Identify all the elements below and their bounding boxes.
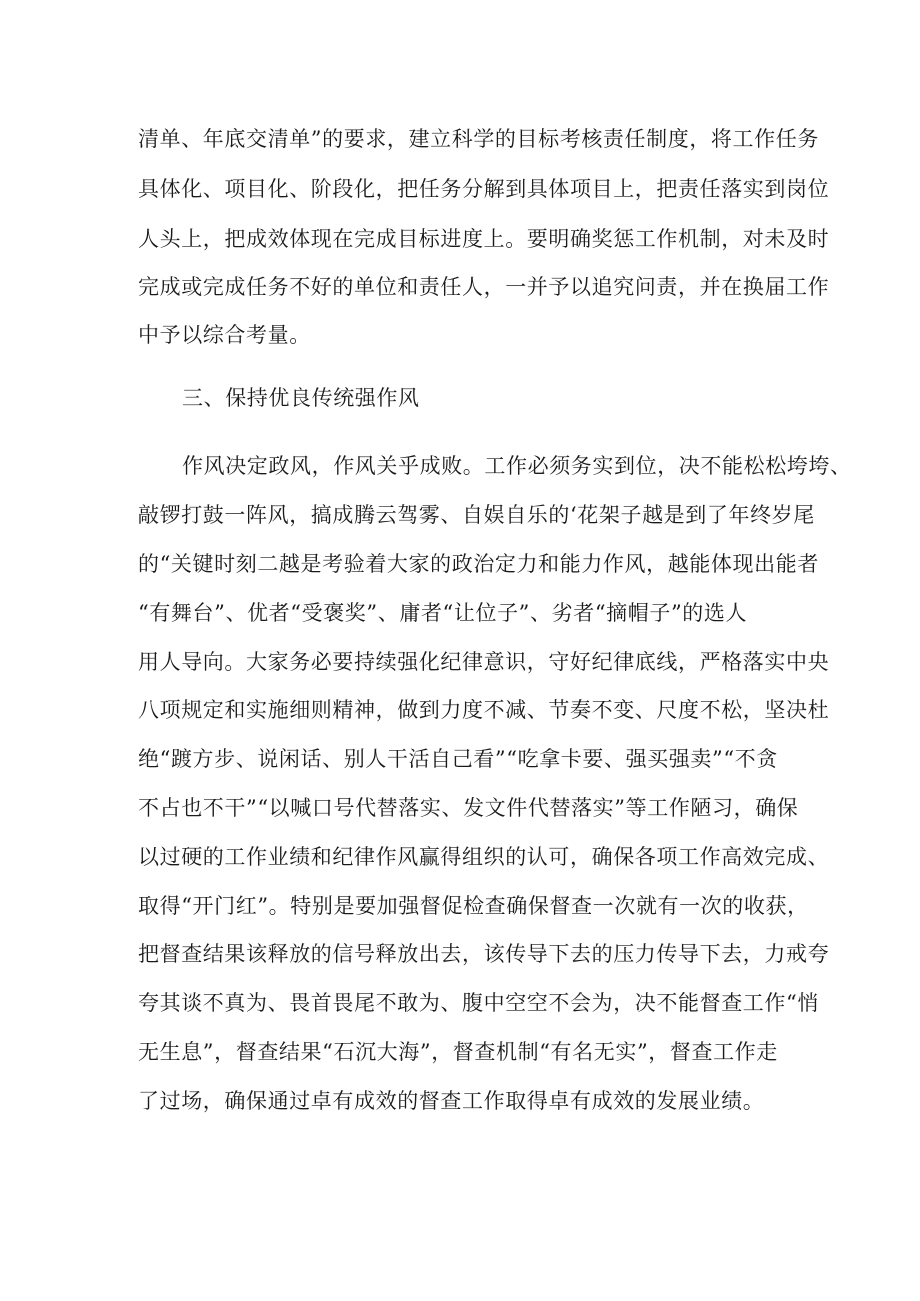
text-line: 具体化、项目化、阶段化，把任务分解到具体项目上，把责任落实到岗位 [138, 177, 830, 201]
text-line: 以过硬的工作业绩和纪律作风赢得组织的认可，确保各项工作高效完成、 [138, 845, 830, 869]
text-line: 了过场，确保通过卓有成效的督查工作取得卓有成效的发展业绩。 [138, 1089, 765, 1113]
text-line: 完成或完成任务不好的单位和责任人，一并予以追究问责，并在换届工作 [138, 275, 830, 299]
text-line: 敲锣打鼓一阵风，搞成腾云驾雾、自娱自乐的‘花架子越是到了年终岁尾 [138, 503, 815, 527]
text-line: 绝“踱方步、说闲话、别人干活自己看”“吃拿卡要、强买强卖”“不贪 [138, 747, 778, 771]
text-line: 用人导向。大家务必要持续强化纪律意识，守好纪律底线，严格落实中央 [138, 650, 830, 674]
text-line: 的“关键时刻二越是考验着大家的政治定力和能力作风，越能体现出能者 [138, 552, 819, 576]
text-line: 取得“开门红”。特别是要加强督促检查确保督查一次就有一次的收获， [138, 894, 809, 918]
text-line: 不占也不干”“以喊口号代替落实、发文件代替落实”等工作陋习，确保 [138, 796, 799, 820]
text-line: 八项规定和实施细则精神，做到力度不减、节奏不变、尺度不松，坚决杜 [138, 698, 830, 722]
text-line: 把督查结果该释放的信号释放出去，该传导下去的压力传导下去，力戒夸 [138, 942, 830, 966]
text-line: 人头上，把成效体现在完成目标进度上。要明确奖惩工作机制，对未及时 [138, 227, 830, 251]
text-line: 无生息”，督查结果“石沉大海”，督查机制“有名无实”，督查工作走 [138, 1040, 778, 1064]
text-line: 清单、年底交清单”的要求，建立科学的目标考核责任制度，将工作任务 [138, 127, 819, 151]
text-line: 作风决定政风，作风关乎成败。工作必须务实到位，决不能松松垮垮、 [182, 454, 852, 478]
text-line: 夸其谈不真为、畏首畏尾不敢为、腹中空空不会为，决不能督查工作“悄 [138, 991, 819, 1015]
text-line: “有舞台”、优者“受褒奖”、庸者“让位子”、劣者“摘帽子”的选人 [138, 601, 748, 625]
text-line: 中予以综合考量。 [138, 323, 311, 347]
section-heading: 三、保持优良传统强作风 [182, 386, 420, 410]
